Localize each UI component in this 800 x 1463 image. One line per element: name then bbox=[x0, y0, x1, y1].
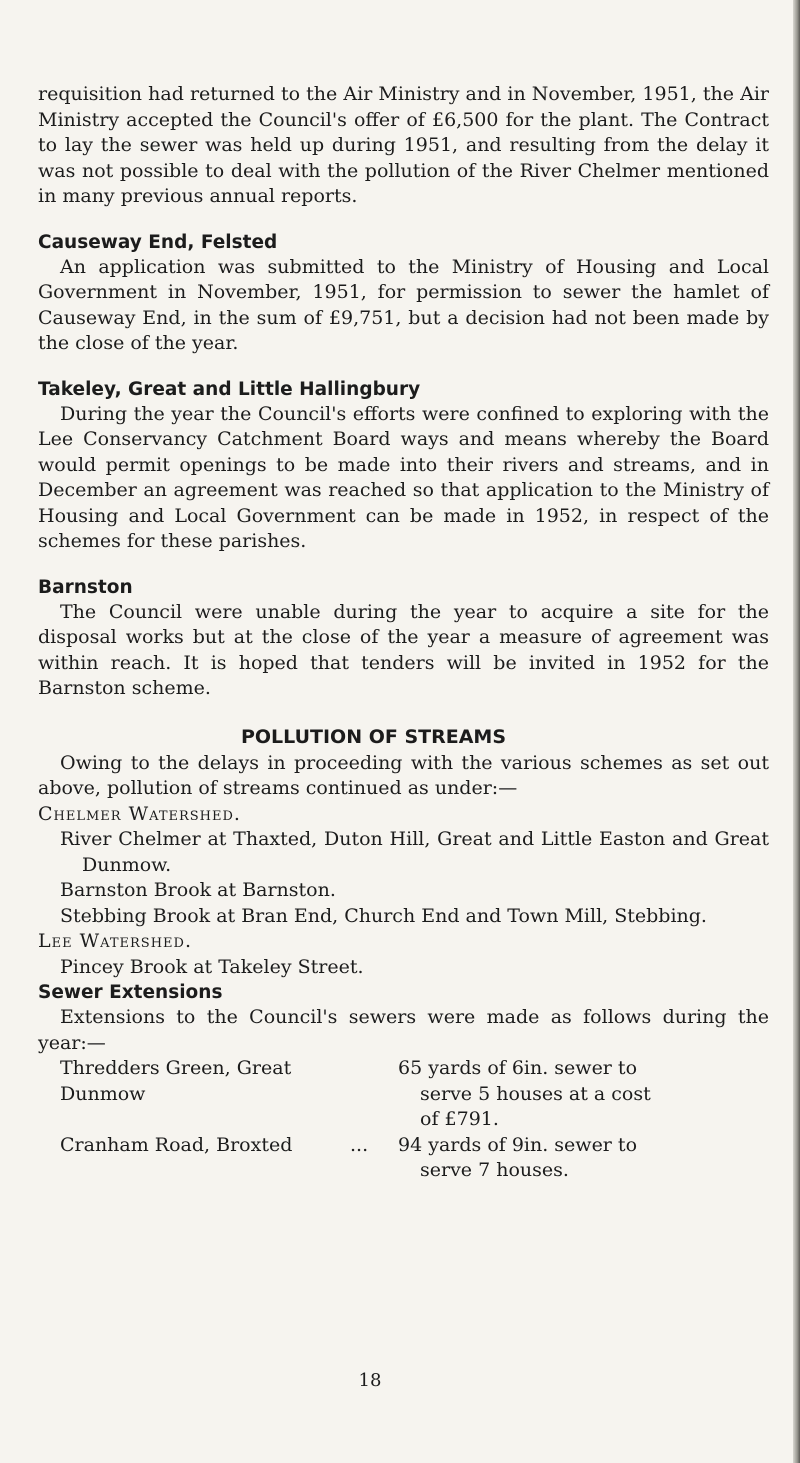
extension-row bbox=[60, 1056, 769, 1133]
extension-desc-line: 94 yards of 9in. sewer to bbox=[398, 1133, 638, 1156]
extension-description bbox=[398, 1133, 768, 1184]
extension-place: Thredders Green, Great Dunmow bbox=[60, 1057, 292, 1105]
section-body-causeway-end: An application was submitted to the Ministry of Housing and Local Government in November, 1951, for permission to sewer the hamlet of Causeway End, in the sum of £9,751, but a decision had not been made by the close of the year. bbox=[38, 255, 769, 354]
pollution-intro: Owing to the delays in proceeding with the various schemes as set out above, pollution of streams continued as under:— bbox=[38, 751, 769, 799]
section-heading-causeway-end: Causeway End, Felsted bbox=[38, 231, 278, 253]
extension-desc-line: 65 yards of 6in. sewer to bbox=[398, 1057, 638, 1079]
sewer-extensions-intro: Extensions to the Council's sewers were made as follows during the year:— bbox=[38, 1006, 769, 1054]
extension-place: Cranham Road, Broxted bbox=[60, 1133, 293, 1156]
extension-desc-line: serve 5 houses at a cost bbox=[420, 1082, 651, 1105]
pollution-title: POLLUTION OF STREAMS bbox=[240, 725, 507, 748]
page-number: 18 bbox=[358, 1370, 382, 1391]
chelmer-item: Barnston Brook at Barnston. bbox=[60, 879, 336, 901]
page-edge-shadow bbox=[793, 0, 800, 1463]
section-heading-takeley: Takeley, Great and Little Hallingbury bbox=[38, 378, 421, 400]
extension-row bbox=[60, 1133, 769, 1184]
extension-leader: ... bbox=[350, 1133, 369, 1156]
document-page bbox=[38, 82, 769, 1184]
chelmer-item: River Chelmer at Thaxted, Duton Hill, Great and Little Easton and Great Dunmow. bbox=[60, 828, 769, 876]
chelmer-watershed-heading: Chelmer Watershed. bbox=[38, 802, 241, 825]
intro-paragraph: requisition had returned to the Air Ministry and in November, 1951, the Air Ministry accepted the Council's offer of £6,500 for the plant. The Contract to lay the sewer was held up during 1951, and resulting from the delay it was not possible to deal with the pollution of the River Chelmer mentioned in many previous annual reports. bbox=[38, 83, 769, 207]
chelmer-item: Stebbing Brook at Bran End, Church End and Town Mill, Stebbing. bbox=[60, 904, 707, 927]
extension-leader bbox=[350, 1056, 398, 1133]
section-body-takeley: During the year the Council's efforts were confined to exploring with the Lee Conservancy Catchment Board ways and means whereby the Board would permit openings to be made into their rivers and streams, and in December an agreement was reached so that application to the Ministry of Housing and Local Government can be made in 1952, in respect of the schemes for these parishes. bbox=[38, 402, 769, 552]
extension-description bbox=[398, 1056, 768, 1133]
lee-watershed-heading: Lee Watershed. bbox=[38, 930, 192, 952]
extension-desc-line: serve 7 houses. bbox=[420, 1159, 569, 1181]
lee-item: Pincey Brook at Takeley Street. bbox=[60, 955, 364, 978]
section-heading-barnston: Barnston bbox=[38, 576, 133, 598]
extension-desc-line: of £791. bbox=[420, 1108, 499, 1130]
sewer-extensions-heading: Sewer Extensions bbox=[38, 982, 223, 1003]
section-body-barnston: The Council were unable during the year to acquire a site for the disposal works but at the close of the year a measure of agreement was within reach. It is hoped that tenders will be invited in 1952 for the Barnston scheme. bbox=[38, 600, 769, 699]
